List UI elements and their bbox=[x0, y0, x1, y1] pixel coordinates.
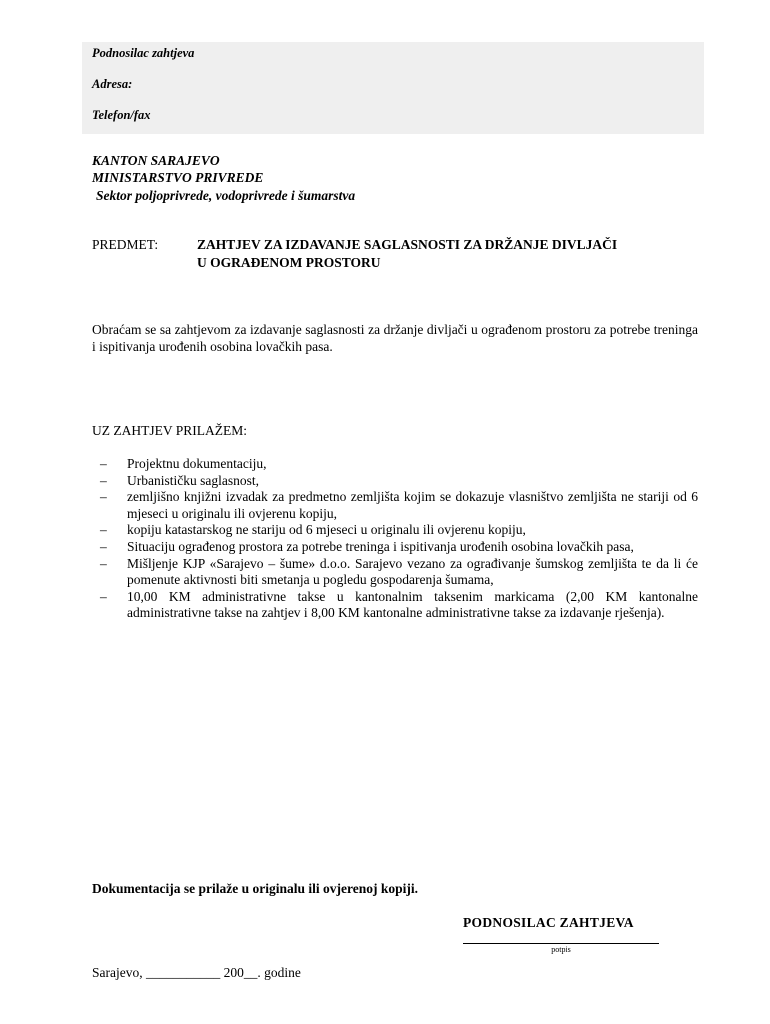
subject-line-1: ZAHTJEV ZA IZDAVANJE SAGLASNOSTI ZA DRŽANJE DIVLJAČI bbox=[197, 237, 618, 252]
list-item-text: zemljišno knjižni izvadak za predmetno zemljišta kojim se dokazuje vlasništvo zemljišta ne stariji od 6 mjeseci u originalu ili ovjerenu kopiju, bbox=[127, 489, 698, 521]
bullet-dash: – bbox=[100, 555, 107, 571]
recipient-ministry: MINISTARSTVO PRIVREDE bbox=[92, 170, 264, 185]
list-item bbox=[100, 539, 698, 556]
subject-line-2: U OGRAĐENOM PROSTORU bbox=[197, 255, 381, 270]
place-date: Sarajevo, ___________ 200__. godine bbox=[92, 965, 301, 980]
address-label: Adresa: bbox=[92, 77, 133, 91]
list-item bbox=[100, 456, 698, 473]
list-item bbox=[100, 556, 698, 589]
list-item-text: Projektnu dokumentaciju, bbox=[127, 456, 267, 471]
bullet-dash: – bbox=[100, 489, 107, 505]
list-item bbox=[100, 489, 698, 522]
documentation-note: Dokumentacija se prilaže u originalu ili ovjerenoj kopiji. bbox=[92, 881, 418, 896]
list-item-text: Mišljenje KJP «Sarajevo – šume» d.o.o. Sarajevo vezano za ograđivanje šumskog zemljišta te da li će pomenute aktivnosti biti smetanja u pogledu gospodarenja šumama, bbox=[127, 555, 698, 588]
bullet-dash: – bbox=[100, 456, 107, 471]
attachments-heading: UZ ZAHTJEV PRILAŽEM: bbox=[92, 423, 247, 438]
list-item-text: Situaciju ograđenog prostora za potrebe treninga i ispitivanja urođenih osobina lovačkih pasa, bbox=[127, 538, 634, 554]
list-item bbox=[100, 522, 698, 539]
signature-line bbox=[463, 943, 659, 944]
bullet-dash: – bbox=[100, 522, 107, 538]
subject-label: PREDMET: bbox=[92, 237, 159, 252]
applicant-info-box bbox=[82, 42, 704, 134]
applicant-label: Podnosilac zahtjeva bbox=[92, 46, 195, 60]
signature-caption: potpis bbox=[551, 945, 571, 954]
bullet-dash: – bbox=[100, 588, 107, 604]
attachments-list bbox=[100, 456, 698, 622]
bullet-dash: – bbox=[100, 472, 107, 488]
list-item bbox=[100, 473, 698, 490]
list-item-text: Urbanističku saglasnost, bbox=[127, 472, 259, 488]
list-item-text: kopiju katastarskog ne stariju od 6 mjeseci u originalu ili ovjerenu kopiju, bbox=[127, 522, 526, 538]
list-item-text: 10,00 KM administrativne takse u kantonalnim taksenim markicama (2,00 KM kantonalne administrativne takse na zahtjev i 8,00 KM kantonalne administrativne takse za izdavanje rješenja). bbox=[127, 588, 698, 621]
recipient-sector: Sektor poljoprivrede, vodoprivrede i šumarstva bbox=[96, 188, 356, 203]
bullet-dash: – bbox=[100, 538, 107, 554]
intro-paragraph: Obraćam se sa zahtjevom za izdavanje saglasnosti za držanje divljači u ograđenom prostoru za potrebe treninga i ispitivanja urođenih osobina lovačkih pasa. bbox=[92, 322, 698, 354]
signatory-title: PODNOSILAC ZAHTJEVA bbox=[463, 915, 634, 930]
recipient-canton: KANTON SARAJEVO bbox=[92, 153, 220, 168]
list-item bbox=[100, 589, 698, 622]
phone-label: Telefon/fax bbox=[92, 108, 151, 122]
